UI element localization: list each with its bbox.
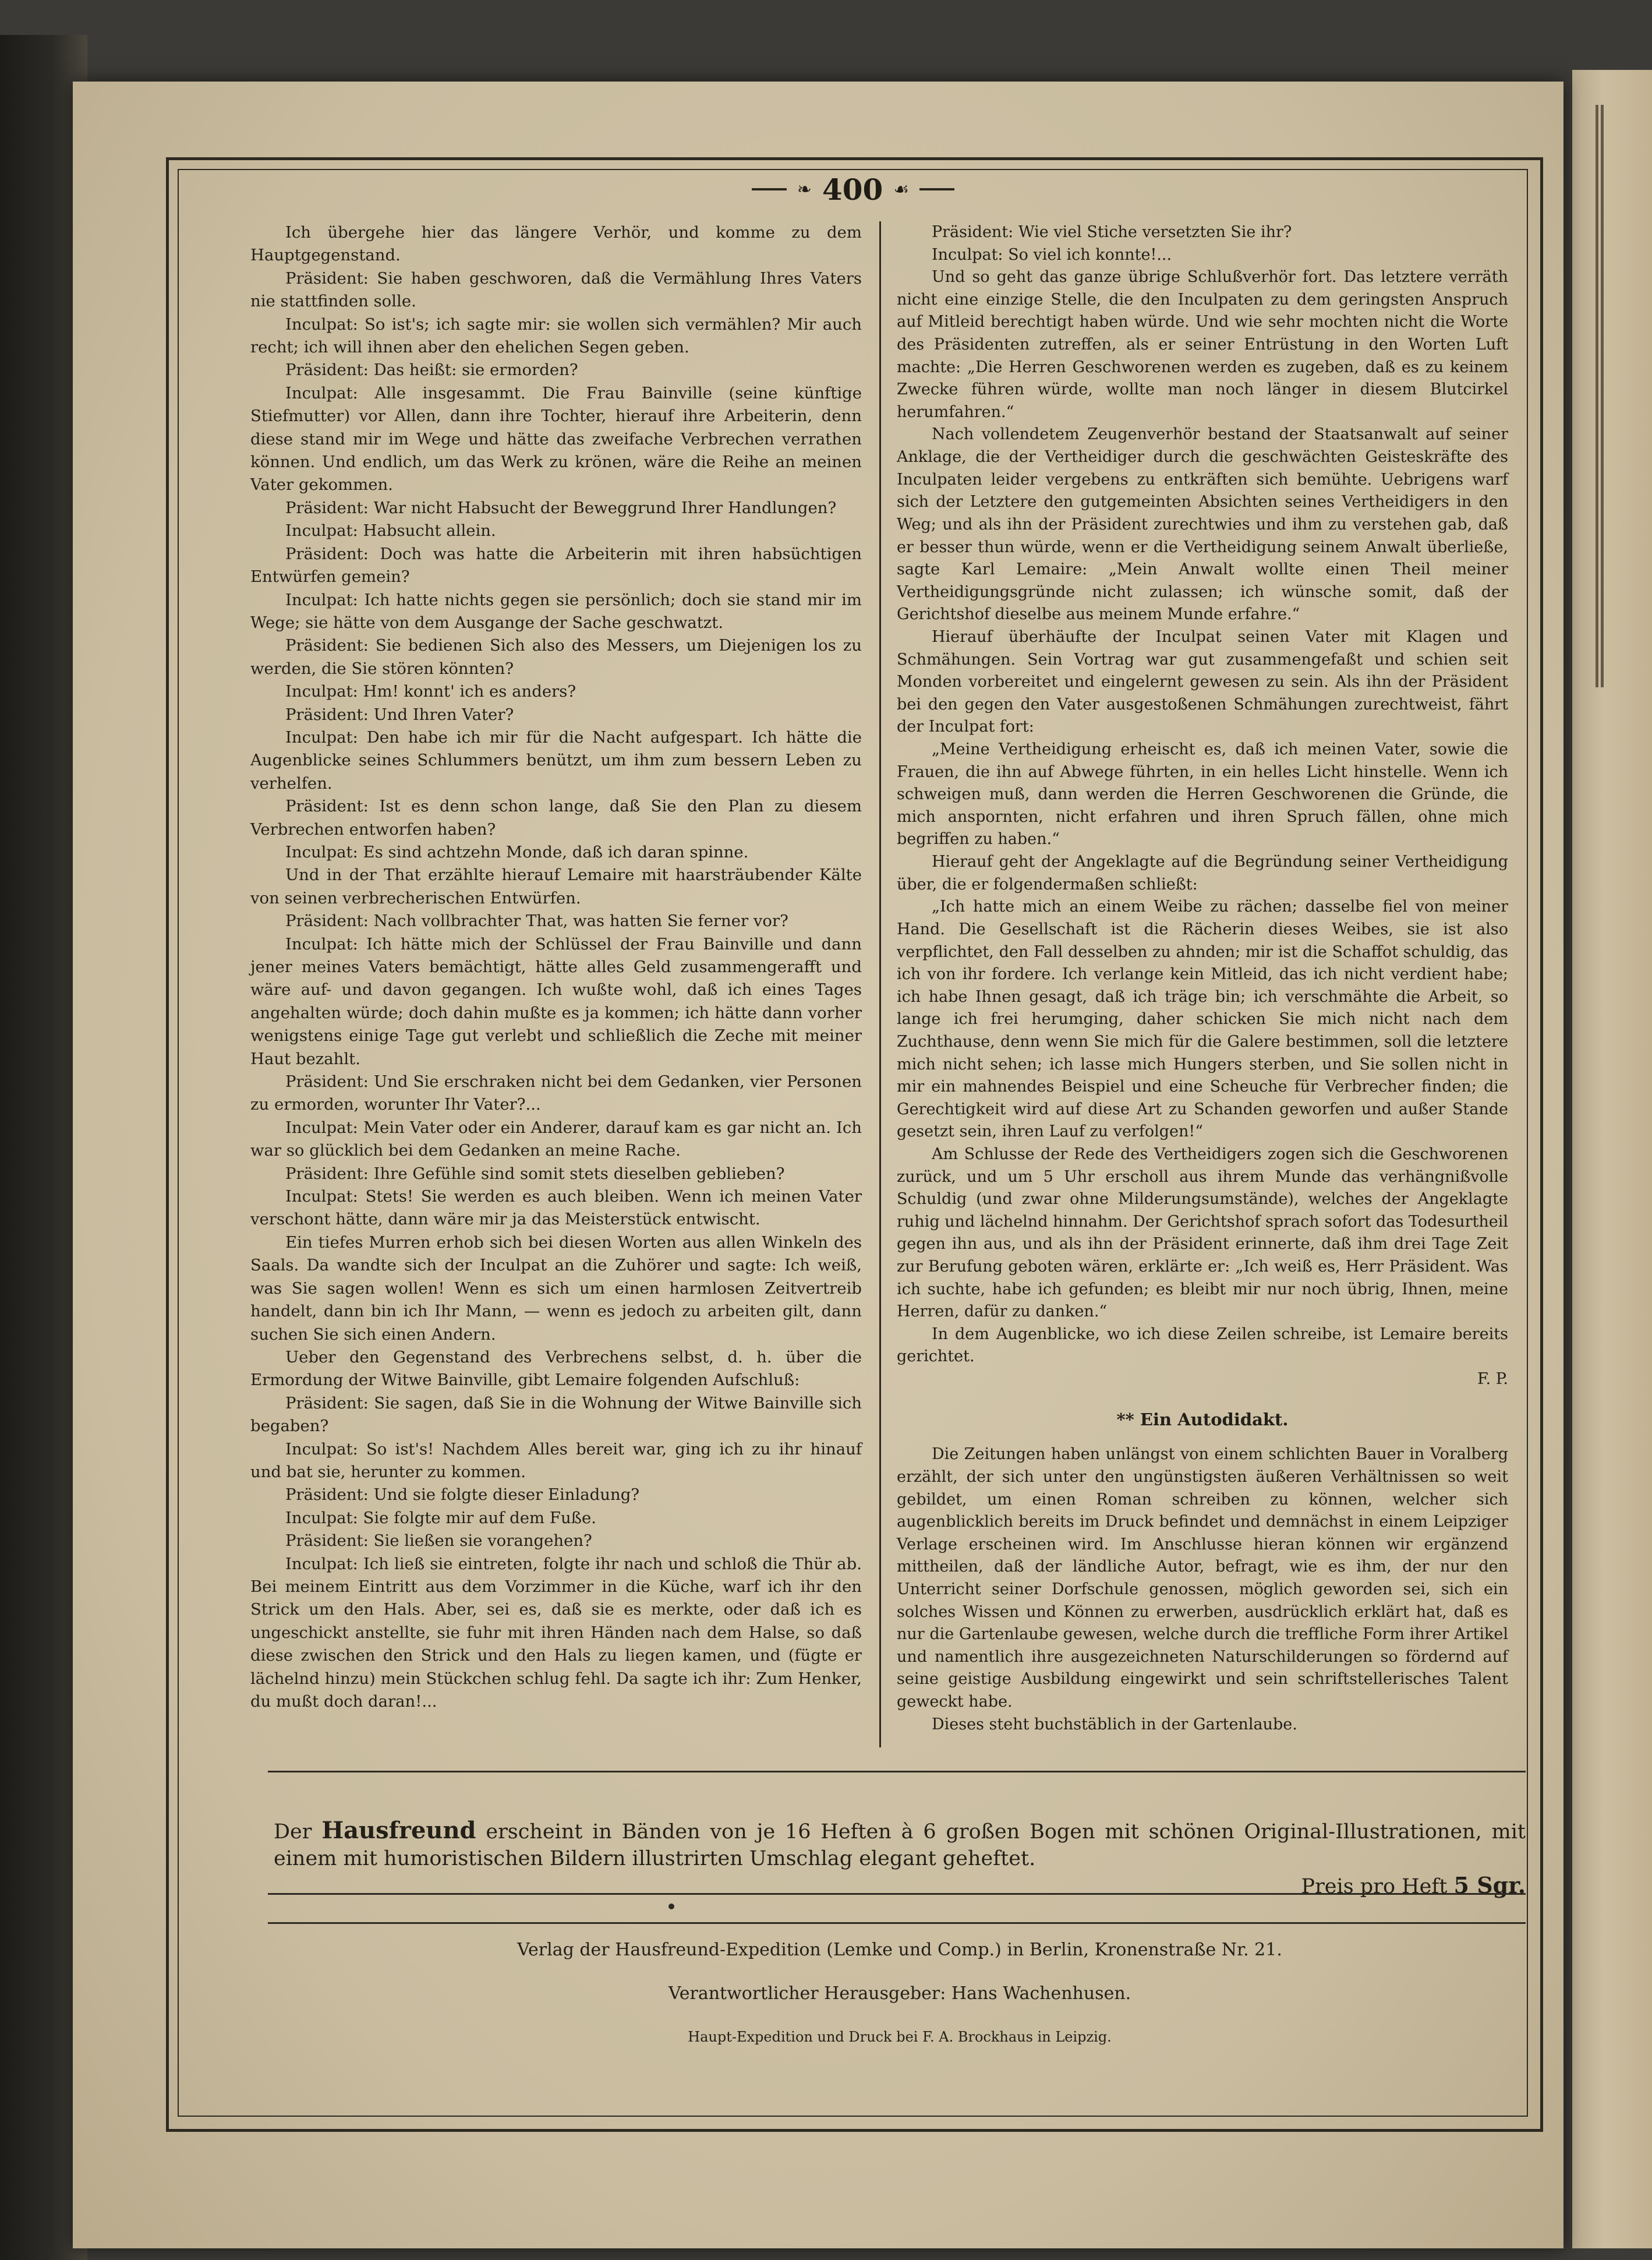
paragraph: Und in der That erzählte hierauf Lemaire mit haarsträubender Kälte von seinen verbrecherischen Entwürfen. <box>250 866 862 907</box>
paragraph: Präsident: Doch was hatte die Arbeiterin mit ihren habsüchtigen Entwürfen gemein? <box>250 544 862 587</box>
header-rule-left <box>752 188 787 190</box>
subscription-notice <box>274 1817 1526 1898</box>
page-number: 400 <box>822 172 883 207</box>
imprint-printer: Haupt-Expedition und Druck bei F. A. Brockhaus in Leipzig. <box>688 2029 1112 2045</box>
rule-above-notice <box>268 1771 1526 1772</box>
paragraph: Hierauf überhäufte der Inculpat seinen Vater mit Klagen und Schmähungen. Sein Vortrag war gut zusammengefaßt und schien seit Monden vorbereitet und eingelernt gewesen zu sein. Als ihn der Präsident bei den gegen den Vater ausgestoßenen Schmähungen zurechtweist, fährt der Inculpat fort: <box>897 627 1508 736</box>
imprint-editor: Verantwortlicher Herausgeber: Hans Wachenhusen. <box>668 1983 1131 2004</box>
paragraph: Präsident: Sie sagen, daß Sie in die Wohnung der Witwe Bainville sich begaben? <box>250 1393 862 1436</box>
paragraph: Inculpat: Stets! Sie werden es auch bleiben. Wenn ich meinen Vater verschont hätte, dann wäre mir ja das Meisterstück entwischt. <box>250 1187 862 1229</box>
notice-price: 5 Sgr. <box>1453 1872 1526 1898</box>
rule-below-notice <box>268 1893 1526 1895</box>
paragraph: Präsident: Sie haben geschworen, daß die Vermählung Ihres Vaters nie stattfinden solle. <box>250 269 862 311</box>
notice-der: Der <box>274 1820 312 1844</box>
paragraph: Die Zeitungen haben unlängst von einem schlichten Bauer in Voralberg erzählt, der sich unter den ungünstigsten äußeren Verhältnissen so weit gebildet, um einen Roman schreiben zu können, welcher sich augenblicklich bereits im Druck befindet und demnächst in einem Leipziger Verlage erscheinen wird. Im Anschlusse hieran können wir ergänzend mittheilen, daß der ländliche Autor, befragt, wie es ihm, der nur den Unterricht seiner Dorfschule genossen, möglich geworden sei, sich ein solches Wissen und Können zu erwerben, ausdrücklich erklärt hat, daß es nur die Gartenlaube gewesen, welche durch die treffliche Form ihrer Artikel und namentlich ihre ausgezeichneten Naturschilderungen so fördernd auf seine geistige Ausbildung eingewirkt und sein schriftstellerisches Talent geweckt habe. <box>897 1445 1508 1711</box>
paragraph: Präsident: Sie ließen sie vorangehen? <box>285 1531 592 1551</box>
paragraph: Inculpat: Ich hatte nichts gegen sie persönlich; doch sie stand mir im Wege; sie hätte von dem Ausgange der Sache geschwatzt. <box>250 590 862 632</box>
rule-above-imprint <box>268 1922 1526 1924</box>
paragraph: Ueber den Gegenstand des Verbrechens selbst, d. h. über die Ermordung der Witwe Bainville, gibt Lemaire folgenden Aufschluß: <box>250 1347 862 1390</box>
paragraph: Präsident: Nach vollbrachter That, was hatten Sie ferner vor? <box>285 912 788 931</box>
notice-price-label: Preis pro Heft <box>1301 1875 1448 1898</box>
paragraph: Präsident: Sie bedienen Sich also des Messers, um Diejenigen los zu werden, die Sie stören könnten? <box>250 636 862 678</box>
flourish-left-icon: ❧ <box>797 179 812 200</box>
paragraph: Inculpat: Sie folgte mir auf dem Fuße. <box>285 1508 597 1527</box>
column-divider <box>879 221 881 1747</box>
author-signature: F. P. <box>1477 1370 1508 1389</box>
paragraph: Inculpat: Ich hätte mich der Schlüssel der Frau Bainville und dann jener meines Vaters bemächtigt, hätte alles Geld zusammengerafft und wäre auf- und davon gegangen. Ich wußte wohl, daß ich eines Tages angehalten würde; doch dahin mußte es ja kommen; ich hätte dann vorher wenigstens einige Tage gut verlebt und schließlich die Zeche mit meiner Haut bezahlt. <box>250 934 862 1068</box>
adjacent-page-ornament <box>1596 105 1652 687</box>
text-column-left <box>250 221 862 1747</box>
flourish-right-icon: ☙ <box>893 179 910 200</box>
notice-text: erscheint in Bänden von je 16 Heften à 6 großen Bogen mit schönen Original-Illustrationen, mit einem mit humoristischen Bildern illustrirten Umschlag elegant geheftet. <box>274 1820 1526 1870</box>
paragraph: In dem Augenblicke, wo ich diese Zeilen schreibe, ist Lemaire bereits gerichtet. <box>897 1325 1508 1366</box>
paragraph: Hierauf geht der Angeklagte auf die Begründung seiner Vertheidigung über, die er folgendermaßen schließt: <box>897 853 1508 894</box>
paragraph: Präsident: War nicht Habsucht der Beweggrund Ihrer Handlungen? <box>285 498 837 517</box>
paragraph: „Meine Vertheidigung erheischt es, daß ich meinen Vater, sowie die Frauen, die ihn auf Abwege führten, in ein helles Licht hinstelle. Wenn ich schweigen muß, dann werden die Herren Geschworenen die Gründe, die mich anspornten, nicht erfahren und ihren Spruch fällen, ohne mich begriffen zu haben.“ <box>897 740 1508 849</box>
paragraph: Inculpat: So ist's; ich sagte mir: sie wollen sich vermählen? Mir auch recht; ich will ihnen aber den ehelichen Segen geben. <box>250 315 862 357</box>
paragraph: „Ich hatte mich an einem Weibe zu rächen; dasselbe fiel von meiner Hand. Die Gesellschaft ist die Rächerin dieses Weibes, sie ist also verpflichtet, den Fall desselben zu ahnden; mir ist die Schaffot schuldig, das ich von ihr fordere. Ich verlange kein Mitleid, das ich nicht verdient habe; ich habe Ihnen gesagt, daß ich träge bin; ich verschmähte die Arbeit, so lange ich frei herumging, daher schicken Sie mich nicht nach dem Zuchthause, denn wenn Sie mich für die Galere bestimmen, soll die letztere mich nicht sehen; ich lasse mich Hungers sterben, und Sie sollen nicht in mir ein mahnendes Beispiel und eine Scheuche für Verbrecher finden; die Gerechtigkeit wird auf diese Art zu Schanden geworfen und außer Stande gesetzt sein, ihren Lauf zu verfolgen!“ <box>897 898 1508 1141</box>
paragraph: Präsident: Und Sie erschraken nicht bei dem Gedanken, vier Personen zu ermorden, worunter Ihr Vater?... <box>250 1072 862 1114</box>
paragraph: Inculpat: So viel ich konnte!... <box>932 245 1172 264</box>
paragraph: Inculpat: Hm! konnt' ich es anders? <box>285 682 576 701</box>
paragraph: Und so geht das ganze übrige Schlußverhör fort. Das letztere verräth nicht eine einzige Stelle, die den Inculpaten zu dem geringsten Anspruch auf Mitleid berechtigt haben würde. Und wie sehr mochten nicht die Worte des Präsidenten zutreffen, als er seiner Entrüstung in den Worten Luft machte: „Die Herren Geschworenen werden es zugeben, daß es zu keinem Zwecke führen würde, wollte man noch länger in diesem Blutcirkel herumfahren.“ <box>897 268 1508 421</box>
paragraph: Inculpat: Alle insgesammt. Die Frau Bainville (seine künftige Stiefmutter) vor Allen, dann ihre Tochter, hierauf ihre Arbeiterin, denn diese stand mir im Wege und hätte das zweifache Verbrechen verrathen können. Und endlich, um das Werk zu krönen, wäre die Reihe an meinen Vater gekommen. <box>250 383 862 495</box>
article-heading: ** Ein Autodidakt. <box>1116 1409 1289 1429</box>
notice-price-line <box>274 1872 1526 1900</box>
paragraph: Präsident: Ihre Gefühle sind somit stets dieselben geblieben? <box>285 1164 785 1183</box>
text-column-right <box>897 221 1508 1747</box>
paragraph: Inculpat: Den habe ich mir für die Nacht aufgespart. Ich hätte die Augenblicke seines Schlummers benützt, um ihm zum bessern Leben zu verhelfen. <box>250 728 862 793</box>
paragraph: Ein tiefes Murren erhob sich bei diesen Worten aus allen Winkeln des Saals. Da wandte sich der Inculpat an die Zuhörer und sagte: Ich weiß, was Sie sagen wollen! Wenn es sich um einen harmlosen Zeitvertreib handelt, dann bin ich Ihr Mann, — wenn es jedoch zu arbeiten gilt, dann suchen Sie sich einen Andern. <box>250 1233 862 1344</box>
notice-brand: Hausfreund <box>321 1817 476 1844</box>
paragraph: Nach vollendetem Zeugenverhör bestand der Staatsanwalt auf seiner Anklage, die der Vertheidiger durch die geschwächten Geisteskräfte des Inculpaten leider vergebens zu entkräften sich bemühte. Uebrigens warf sich der Letztere den gutgemeinten Absichten seines Vertheidigers in den Weg; und als ihn der Präsident zurechtwies und ihm zu verstehen gab, daß er besser thun würde, wenn er die Vertheidigung seinem Anwalt überließe, sagte Karl Lemaire: „Mein Anwalt wollte einen Theil meiner Vertheidigungsgründe nicht zulassen; ich wünsche somit, daß der Gerichtshof dieselbe aus meinem Munde erfahre.“ <box>897 425 1508 624</box>
paragraph: Inculpat: Es sind achtzehn Monde, daß ich daran spinne. <box>285 842 749 861</box>
paragraph: Präsident: Und sie folgte dieser Einladung? <box>285 1485 640 1505</box>
imprint-publisher: Verlag der Hausfreund-Expedition (Lemke und Comp.) in Berlin, Kronenstraße Nr. 21. <box>517 1940 1282 1960</box>
paragraph: Präsident: Wie viel Stiche versetzten Sie ihr? <box>932 223 1292 241</box>
paragraph: Ich übergehe hier das längere Verhör, und komme zu dem Hauptgegenstand. <box>250 223 862 265</box>
paragraph: Inculpat: Mein Vater oder ein Anderer, darauf kam es gar nicht an. Ich war so glücklich bei dem Gedanken an meine Rache. <box>250 1118 862 1160</box>
paragraph: Dieses steht buchstäblich in der Gartenlaube. <box>932 1715 1297 1733</box>
paragraph: Inculpat: So ist's! Nachdem Alles bereit war, ging ich zu ihr hinauf und bat sie, herunter zu kommen. <box>250 1439 862 1481</box>
page-header <box>687 169 1019 210</box>
paragraph: Präsident: Ist es denn schon lange, daß Sie den Plan zu diesem Verbrechen entworfen haben? <box>250 797 862 839</box>
header-rule-right <box>919 188 954 190</box>
paragraph: Präsident: Das heißt: sie ermorden? <box>285 361 578 380</box>
center-dot <box>668 1904 674 1909</box>
paragraph: Inculpat: Ich ließ sie eintreten, folgte ihr nach und schloß die Thür ab. Bei meinem Eintritt aus dem Vorzimmer in die Küche, warf ich ihr den Strick um den Hals. Aber, sei es, daß sie es merkte, oder daß ich es ungeschickt anstellte, sie fuhr mit ihren Händen nach dem Halse, so daß diese zwischen den Strick und den Hals zu liegen kamen, und (fügte er lächelnd hinzu) mein Stückchen schlug fehl. Da sagte ich ihr: Zum Henker, du mußt doch daran!... <box>250 1554 862 1711</box>
paragraph: Inculpat: Habsucht allein. <box>285 521 496 541</box>
paragraph: Am Schlusse der Rede des Vertheidigers zogen sich die Geschworenen zurück, und um 5 Uhr erscholl aus ihrem Munde das verhängnißvolle Schuldig (und zwar ohne Milderungsumstände), welches der Angeklagte ruhig und lächelnd hinnahm. Der Gerichtshof sprach sofort das Todesurtheil gegen ihn aus, und als ihn der Präsident erinnerte, daß ihm drei Tage Zeit zur Berufung geboten wären, erklärte er: „Ich weiß es, Herr Präsident. Was ich suchte, habe ich gefunden; es bleibt mir nur noch übrig, Ihnen, meine Herren, dafür zu danken.“ <box>897 1145 1508 1321</box>
paragraph: Präsident: Und Ihren Vater? <box>285 705 514 724</box>
